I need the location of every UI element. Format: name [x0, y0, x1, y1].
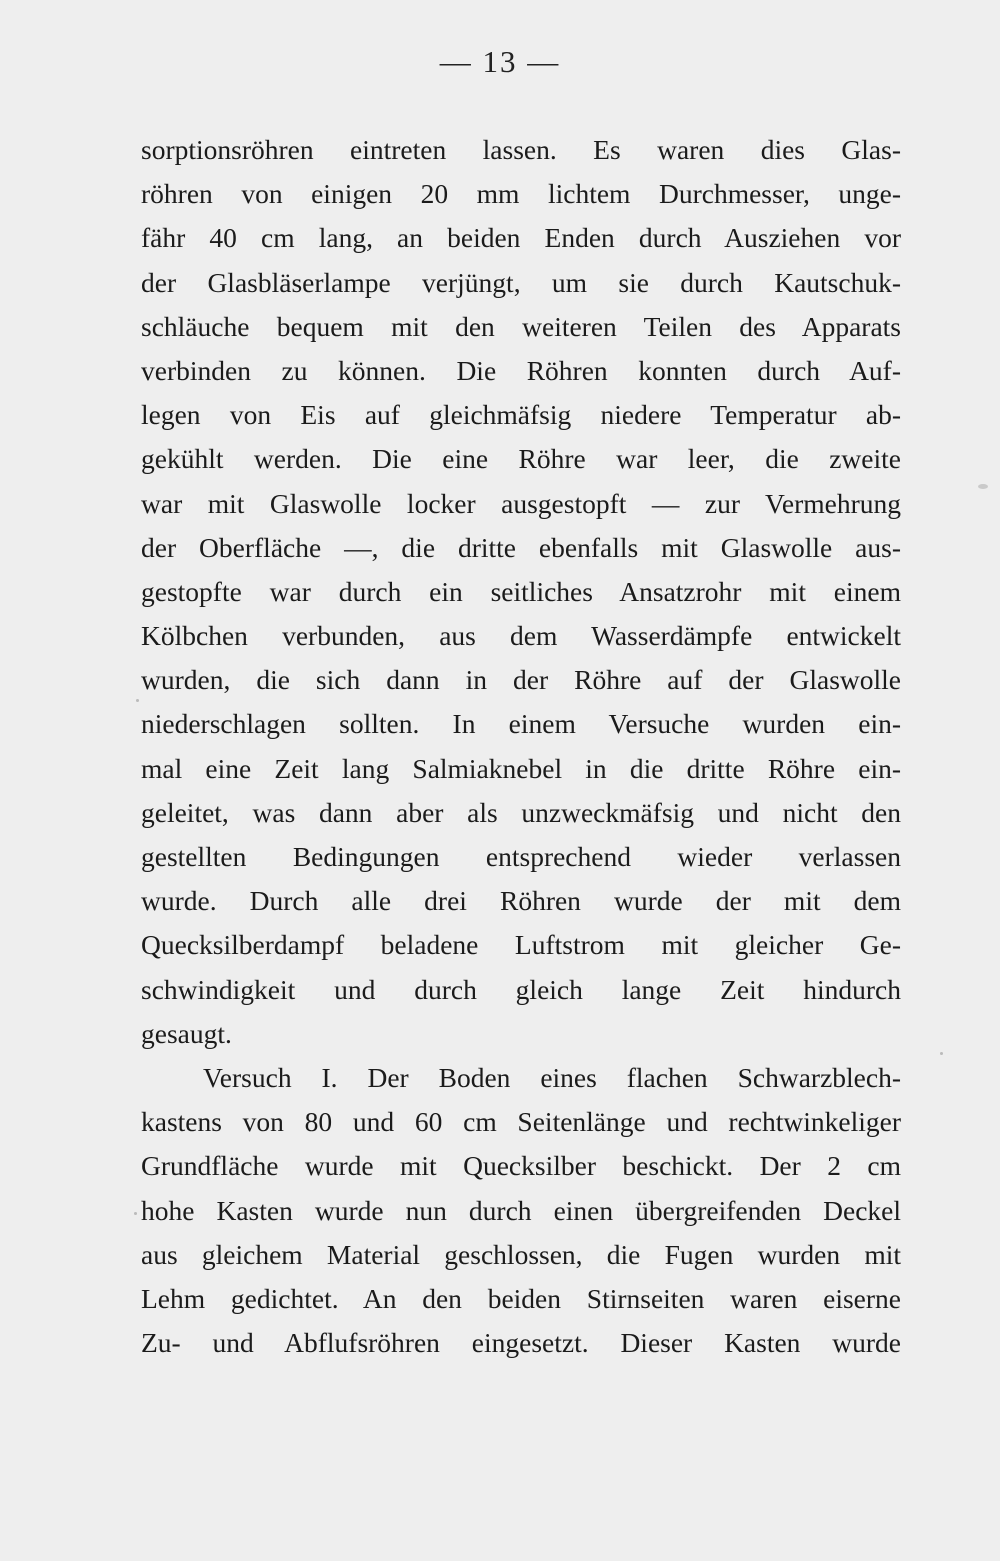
text-line: aus gleichem Material geschlossen, die Fugen wurden mit: [141, 1238, 901, 1270]
text-line: legen von Eis auf gleichmäfsig niedere Temperatur ab-: [141, 399, 901, 431]
text-line: wurde. Durch alle drei Röhren wurde der mit dem: [141, 885, 901, 917]
text-line: verbinden zu können. Die Röhren konnten durch Auf-: [141, 354, 901, 386]
paper-speck: [136, 699, 139, 702]
body-text: [141, 128, 901, 1365]
text-line: der Oberfläche —, die dritte ebenfalls mit Glaswolle aus-: [141, 531, 901, 563]
text-line: kastens von 80 und 60 cm Seitenlänge und rechtwinkeliger: [141, 1106, 901, 1138]
text-line: schläuche bequem mit den weiteren Teilen des Apparats: [141, 310, 901, 342]
text-line: wurden, die sich dann in der Röhre auf der Glaswolle: [141, 664, 901, 696]
text-line: Grundfläche wurde mit Quecksilber beschickt. Der 2 cm: [141, 1150, 901, 1182]
text-line: mal eine Zeit lang Salmiaknebel in die dritte Röhre ein-: [141, 752, 901, 784]
paper-speck: [978, 484, 988, 489]
text-line: der Glasbläserlampe verjüngt, um sie durch Kautschuk-: [141, 266, 901, 298]
text-line: niederschlagen sollten. In einem Versuche wurden ein-: [141, 708, 901, 740]
paper-speck: [134, 1212, 137, 1215]
text-line: schwindigkeit und durch gleich lange Zeit hindurch: [141, 973, 901, 1005]
text-line: fähr 40 cm lang, an beiden Enden durch Ausziehen vor: [141, 222, 901, 254]
text-line: geleitet, was dann aber als unzweckmäfsig und nicht den: [141, 796, 901, 828]
text-line: hohe Kasten wurde nun durch einen übergreifenden Deckel: [141, 1194, 901, 1226]
text-line: Kölbchen verbunden, aus dem Wasserdämpfe entwickelt: [141, 620, 901, 652]
text-line: Lehm gedichtet. An den beiden Stirnseiten waren eiserne: [141, 1282, 901, 1314]
text-line: gestopfte war durch ein seitliches Ansatzrohr mit einem: [141, 575, 901, 607]
text-line: sorptionsröhren eintreten lassen. Es waren dies Glas-: [141, 134, 901, 165]
text-line: röhren von einigen 20 mm lichtem Durchmesser, unge-: [141, 178, 901, 210]
text-line: Quecksilberdampf beladene Luftstrom mit gleicher Ge-: [141, 929, 901, 961]
page-number: — 13 —: [439, 44, 561, 79]
text-line: Versuch I. Der Boden eines flachen Schwarzblech-: [203, 1061, 901, 1093]
text-line: Zu- und Abflufsröhren eingesetzt. Dieser Kasten wurde: [141, 1327, 901, 1359]
text-line: gestellten Bedingungen entsprechend wieder verlassen: [141, 841, 901, 872]
text-line: gekühlt werden. Die eine Röhre war leer, die zweite: [141, 443, 901, 475]
paper-speck: [940, 1052, 943, 1055]
text-line: war mit Glaswolle locker ausgestopft — zur Vermehrung: [141, 487, 901, 519]
text-line: gesaugt.: [141, 1017, 232, 1049]
